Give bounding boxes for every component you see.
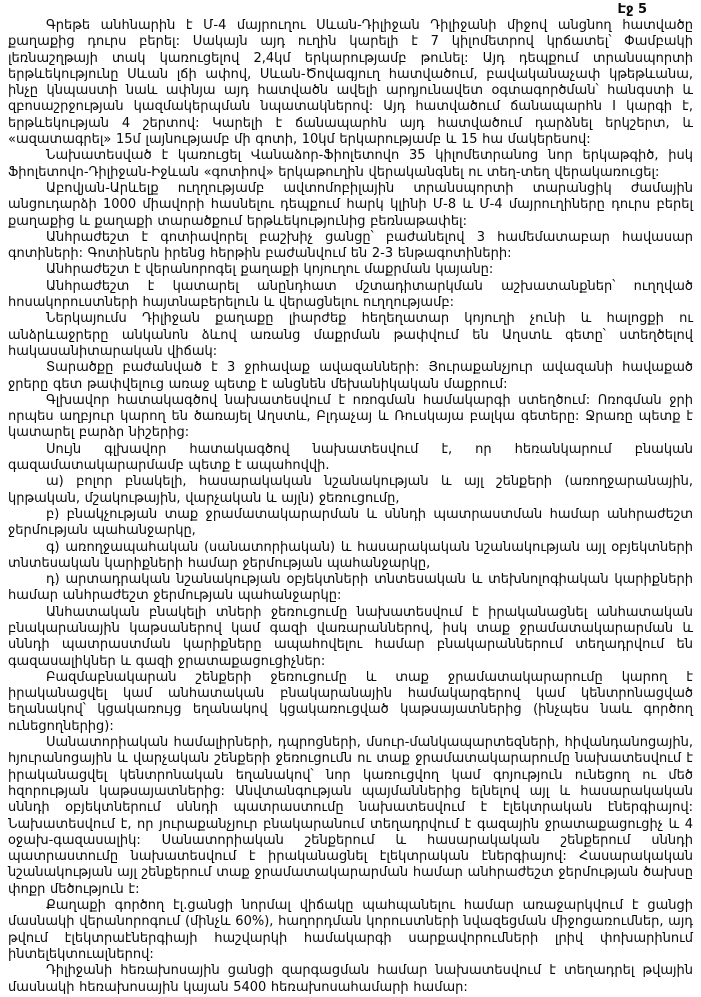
paragraph: Անհրաժեշտ է վերանորոգել քաղաքի կոյուղու մաքրման կայանը: [46,262,494,278]
paragraph: Սույն գլխավոր հատակագծով նախատեսվում է, որ հեռանկարում բնական գազամատակարարմամբ պետք է ապահովվի. [8,441,693,474]
paragraph: Աբովյան-Արևելք ուղղությամբ ավտոմոբիլային տրանսպորտի տարանցիկ ժամային անցուդարձի 1000 միավորի հասնելու դեպքում հարկ կլինի Մ-8 և Մ-4 մայրուղիները դուրս բերել քաղաքից և քաղաքի տարածքում երթևեկությունից բեռնաթափել: [8,180,693,229]
paragraph: Գլխավոր հատակագծով նախատեսվում է ոռոգման համակարգի ստեղծում: Ոռոգման ջրի որպես աղբյուր կարող են ծառայել Աղստև, Բլդաչայ և Ռուսկայա բալկա գետերը: Ջրառը պետք է կատարել բարձր նիշերից: [8,392,693,441]
document-body [8,18,693,996]
list-item-a: ա) բոլոր բնակելի, հասարակական նշանակության և այլ շենքերի (առողջարանային, կրթական, մշակութային, վարչական և այլն) ջեռուցումը, [8,474,693,506]
list-item-d: դ) արտադրական նշանակության օբյեկտների տնտեսական և տեխնոլոգիական կարիքների համար անհրաժեշտ ջերմության պահանջարկը: [8,572,693,604]
paragraph: Անհրաժեշտ է գոտիավորել բաշխիչ ցանցը՝ բաժանելով 3 համեմատաբար հավասար գոտիների: Գոտիներն իրենց հերթին բաժանվում են 2-3 ենթագոտիների: [8,229,693,262]
paragraph: Անհրաժեշտ է կատարել անընդհատ մշտադիտարկման աշխատանքներ՝ ուղղված հոսակորուստների հայտնաբերելուն և վերացնելու ուղղությամբ: [8,278,693,311]
page-number: Էջ 5 [617,2,647,17]
paragraph: Անհատական բնակելի տների ջեռուցումը նախատեսվում է իրականացնել անհատական բնակարանային կաթսաներով կամ գազի վառարաններով, իսկ տաք ջրամատակարարման և սննդի պատրաստման կարիքները ապահովելու համար բնակարաններում տեղադրվում են գազասալիկներ և գազի ջրատաքացուցիչներ: [8,604,693,669]
list-item-b: բ) բնակչության տաք ջրամատակարարման և սննդի պատրաստման համար անհրաժեշտ ջերմության պահանջարկը, [8,506,693,539]
list-item-g: գ) առողջապահական (սանատորիական) և հասարակական նշանակության այլ օբյեկտների տնտեսական կարիքների համար ջերմության պահանջարկը, [8,539,693,571]
paragraph: Տարածքը բաժանված է 3 ջրհավաք ավազանների: Յուրաքանչյուր ավազանի հավաքած ջրերը գետ թափվելուց առաջ պետք է անցնեն մեխանիկական մաքրում: [8,360,693,392]
paragraph: Բազմաբնակարան շենքերի ջեռուցումը և տաք ջրամատակարարումը կարող է իրականացվել կամ անհատական բնակարանային համակարգերով կամ կենտրոնացված եղանակով՝ կցակառույց եղանակով կցակառուցված կաթսայատներից (ինչպես նաև գործող ունեցողներից): [8,669,693,734]
paragraph: Գրեթե անհնարին է Մ-4 մայրուղու Սևան-Դիլիջան Դիլիջանի միջով անցնող հատվածը քաղաքից դուրս բերել: Սակայն այդ ուղին կարելի է 7 կիլոմետրով կրճատել՝ Փամբակի լեռնաշղթայի տակ կառուցելով 2,4կմ երկարությամբ թունել: Այդ դեպքում տրանսպորտի երթևեկությունը Սևան լճի ափով, Սևան-Ծովագյուղ հատվածում, բավականաչափ կթեթևանա, ինչը կնպաստի նաև ափնյա այդ հատվածն ավելի արդյունավետ օգտագործման՝ հանգստի և զբոսաշրջության կազմակերպման նպատակներով: Այդ հատվածում ճանապարհն I կարգի է, երթևեկության 4 շերտով: Կարելի է ճանապարհն այդ հատվածում դարձնել երկշերտ, և «ազատագրել» 15մ լայնությամբ մի գոտի, 10կմ երկարությամբ և 15 հա մակերեսով: [8,18,693,148]
paragraph: Ներկայումս Դիլիջան քաղաքը լիարժեք հեղեղատար կոյուղի չունի և հալոցքի ու անձրևաջրերը անկանոն ձևով առանց մաքրման թափվում են Աղստև գետը՝ ստեղծելով հակասանիտարական վիճակ: [8,311,693,359]
paragraph: Քաղաքի գործող էլ.ցանցի նորմալ վիճակը պահպանելու համար առաջարկվում է ցանցի մասնակի վերանորոգում (մինչև 60%), հաղորդման կորուստների նվազեցման միջոցառումներ, այդ թվում էլեկտրաէներգիայի հաշվարկի համակարգի սարքավորումների լրիվ փոխարինում ինտելեկտուալներով: [8,898,693,962]
paragraph: Սանատորիական համալիրների, դպրոցների, մսուր-մանկապարտեզների, հիվանդանոցային, հյուրանոցային և վարչական շենքերի ջեռուցումն ու տաք ջրամատակարարումը նախատեսվում է իրականացվել կենտրոնական եղանակով՝ նոր կառուցվող կամ գոյություն ունեցող ու մեծ հզորության կաթսայատներից: Անվտանգության պայմաններից ելնելով այլ և հասարակական սննդի օբյեկտներում սննդի պատրաստումը նախատեսվում է էլեկտրական էներգիայով: Նախատեսվում է, որ յուրաքանչյուր բնակարանում տեղադրվում է գազային ջրատաքացուցիչ և 4 օջախ-գազասալիկ: Սանատորիական շենքերում և հասարակական շենքերում սննդի պատրաստումը նախատեսվում է իրականացնել էլեկտրական էներգիայով: Հասարակական նշանակության այլ շենքերում տաք ջրամատակարարման համար անհրաժեշտ ջերմության ծախսը փոքր մեծություն է: [8,735,693,897]
paragraph: Դիլիջանի հեռախոսային ցանցի զարգացման համար նախատեսվում է տեղադրել թվային մասնակի հեռախոսային կայան 5400 հեռախոսահամարի համար: [8,963,693,995]
paragraph: Նախատեսված է կառուցել Վանաձոր-Ֆիոլետովո 35 կիլոմետրանոց նոր երկաթգիծ, իսկ Ֆիոլետովո-Դիլիջան-Իջևան «գոտիով» երկաթուղին վերականգնել ու տեղ-տեղ վերակառուցել: [8,148,693,180]
